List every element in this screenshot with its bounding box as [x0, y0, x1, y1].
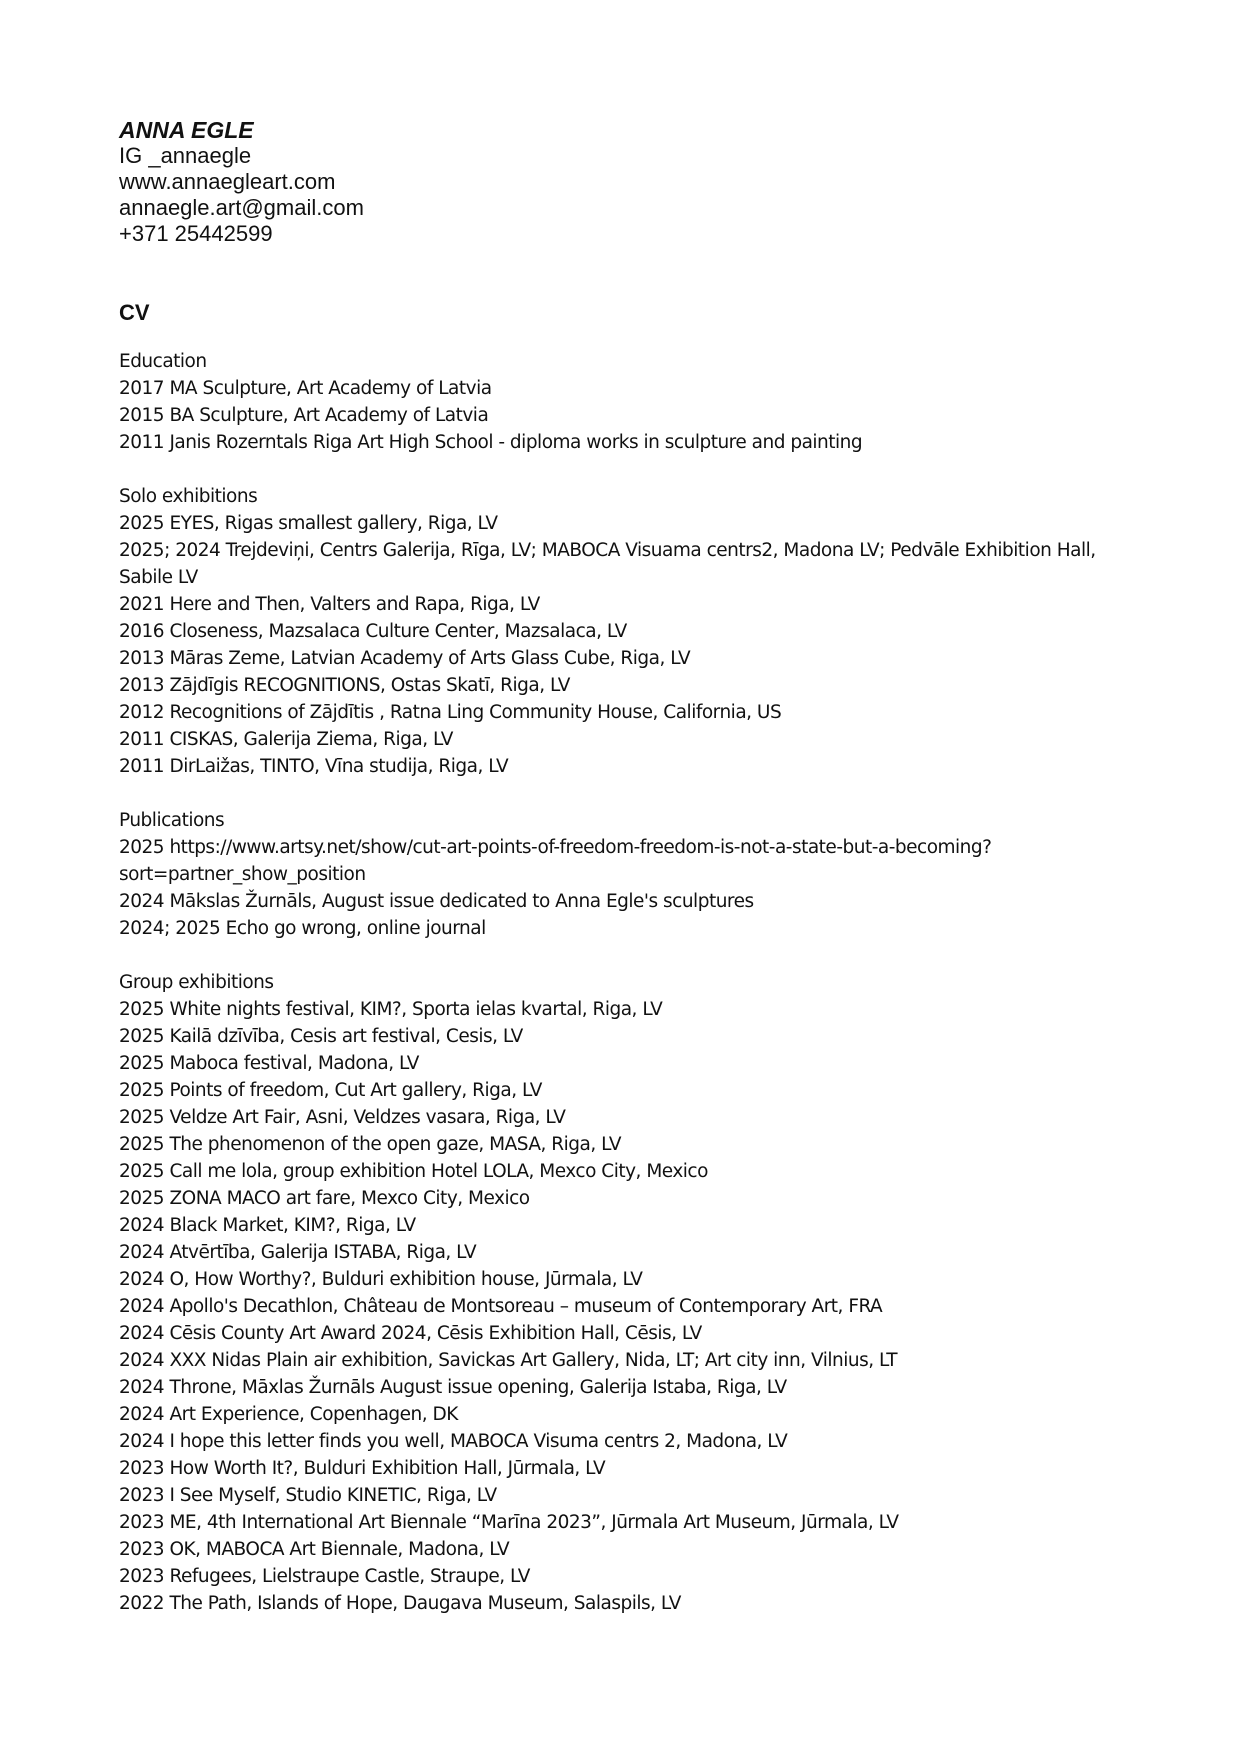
list-item: 2024 Apollo's Decathlon, Château de Montsoreau – museum of Contemporary Art, FRA [119, 1296, 883, 1317]
list-item: 2024; 2025 Echo go wrong, online journal [119, 918, 486, 939]
instagram-handle: IG _annaegle [119, 143, 252, 168]
list-item: 2021 Here and Then, Valters and Rapa, Riga, LV [119, 594, 540, 615]
list-item: 2025 The phenomenon of the open gaze, MASA, Riga, LV [119, 1134, 622, 1155]
cv-title: CV [119, 300, 150, 325]
list-item: 2024 Mākslas Žurnāls, August issue dedicated to Anna Egle's sculptures [119, 891, 754, 912]
section-heading: Solo exhibitions [119, 486, 258, 507]
list-item: 2023 I See Myself, Studio KINETIC, Riga, LV [119, 1485, 497, 1506]
list-item: 2025 Maboca festival, Madona, LV [119, 1053, 419, 1074]
list-item: 2025 https://www.artsy.net/show/cut-art-points-of-freedom-freedom-is-not-a-state-but-a-becoming?sort=partner_show_position [119, 837, 992, 885]
list-item: 2025 Call me lola, group exhibition Hotel LOLA, Mexco City, Mexico [119, 1161, 708, 1182]
list-item: 2011 CISKAS, Galerija Ziema, Riga, LV [119, 729, 453, 750]
list-item: 2023 Refugees, Lielstraupe Castle, Straupe, LV [119, 1566, 530, 1587]
list-item: 2025 White nights festival, KIM?, Sporta ielas kvartal, Riga, LV [119, 999, 663, 1020]
list-item: 2011 Janis Rozerntals Riga Art High School - diploma works in sculpture and painting [119, 432, 863, 453]
list-item: 2025 Points of freedom, Cut Art gallery, Riga, LV [119, 1080, 542, 1101]
list-item: 2025 Kailā dzīvība, Cesis art festival, Cesis, LV [119, 1026, 523, 1047]
section-heading: Publications [119, 810, 225, 831]
list-item: 2025 ZONA MACO art fare, Mexco City, Mexico [119, 1188, 530, 1209]
group-exhibitions-section [119, 969, 1129, 1617]
list-item: 2024 Throne, Māxlas Žurnāls August issue opening, Galerija Istaba, Riga, LV [119, 1377, 787, 1398]
list-item: 2013 Zājdīgis RECOGNITIONS, Ostas Skatī, Riga, LV [119, 675, 570, 696]
artist-name: ANNA EGLE [119, 117, 254, 143]
list-item: 2023 ME, 4th International Art Biennale “Marīna 2023”, Jūrmala Art Museum, Jūrmala, LV [119, 1512, 899, 1533]
publications-list [119, 834, 1129, 942]
list-item: 2025 EYES, Rigas smallest gallery, Riga, LV [119, 513, 498, 534]
section-heading: Group exhibitions [119, 972, 274, 993]
list-item: 2024 XXX Nidas Plain air exhibition, Savickas Art Gallery, Nida, LT; Art city inn, Vilnius, LT [119, 1350, 898, 1371]
solo-exhibitions-section [119, 483, 1129, 780]
email-link[interactable]: annaegle.art@gmail.com [119, 195, 364, 220]
list-item: 2013 Māras Zeme, Latvian Academy of Arts Glass Cube, Riga, LV [119, 648, 691, 669]
list-item: 2025 Veldze Art Fair, Asni, Veldzes vasara, Riga, LV [119, 1107, 566, 1128]
solo-exhibitions-list [119, 510, 1129, 780]
list-item: 2024 Art Experience, Copenhagen, DK [119, 1404, 458, 1425]
list-item: 2022 The Path, Islands of Hope, Daugava Museum, Salaspils, LV [119, 1593, 681, 1614]
list-item: 2015 BA Sculpture, Art Academy of Latvia [119, 405, 489, 426]
cv-body [119, 348, 1129, 1617]
cv-page [119, 117, 1129, 1617]
group-exhibitions-list [119, 996, 1129, 1617]
section-heading: Education [119, 351, 207, 372]
list-item: 2017 MA Sculpture, Art Academy of Latvia [119, 378, 492, 399]
list-item: 2024 Black Market, KIM?, Riga, LV [119, 1215, 416, 1236]
list-item: 2016 Closeness, Mazsalaca Culture Center, Mazsalaca, LV [119, 621, 627, 642]
education-section [119, 348, 1129, 456]
education-list [119, 375, 1129, 456]
phone-number: +371 25442599 [119, 221, 273, 246]
list-item: 2023 OK, MABOCA Art Biennale, Madona, LV [119, 1539, 510, 1560]
list-item: 2024 Cēsis County Art Award 2024, Cēsis Exhibition Hall, Cēsis, LV [119, 1323, 702, 1344]
list-item: 2012 Recognitions of Zājdītis , Ratna Ling Community House, California, US [119, 702, 782, 723]
list-item: 2024 O, How Worthy?, Bulduri exhibition house, Jūrmala, LV [119, 1269, 643, 1290]
list-item: 2024 Atvērtība, Galerija ISTABA, Riga, LV [119, 1242, 477, 1263]
publications-section [119, 807, 1129, 942]
website-link[interactable]: www.annaegleart.com [119, 169, 336, 194]
list-item: 2023 How Worth It?, Bulduri Exhibition Hall, Jūrmala, LV [119, 1458, 606, 1479]
list-item: 2011 DirLaižas, TINTO, Vīna studija, Riga, LV [119, 756, 509, 777]
list-item: 2024 I hope this letter finds you well, MABOCA Visuma centrs 2, Madona, LV [119, 1431, 788, 1452]
list-item: 2025; 2024 Trejdeviņi, Centrs Galerija, Rīga, LV; MABOCA Visuama centrs2, Madona LV; Pedvāle Exhibition Hall, Sabile LV [119, 540, 1096, 588]
contact-header [119, 117, 1129, 247]
